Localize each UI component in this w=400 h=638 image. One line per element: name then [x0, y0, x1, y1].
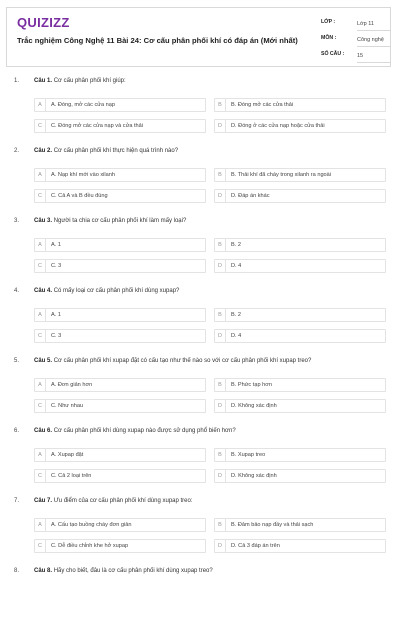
question-body: Cơ cấu phân phối khí thực hiện quá trình nào? — [53, 148, 179, 154]
question-label: Câu 7. — [34, 498, 53, 504]
answer-option[interactable] — [214, 98, 386, 112]
option-letter: C — [35, 330, 46, 342]
option-text: A. 1 — [51, 242, 61, 248]
question-number: 4. — [14, 288, 20, 294]
option-text: D. Không xác định — [231, 473, 277, 479]
question-body: Có mấy loại cơ cấu phân phối khí dùng xupap? — [53, 288, 180, 294]
option-letter: C — [35, 120, 46, 132]
option-text: C. 3 — [51, 333, 62, 339]
question-text — [34, 288, 179, 294]
question-item — [0, 568, 400, 638]
option-letter: B — [215, 519, 226, 531]
question-body: Hãy cho biết, đâu là cơ cấu phân phối khí dùng xupap treo? — [53, 568, 213, 574]
option-letter: B — [215, 239, 226, 251]
option-text: B. 2 — [231, 242, 241, 248]
worksheet-header — [6, 7, 391, 67]
option-letter: C — [35, 470, 46, 482]
option-text: B. Phức tạp hơn — [231, 382, 272, 388]
option-letter: C — [35, 260, 46, 272]
question-number: 7. — [14, 498, 20, 504]
option-letter: D — [215, 400, 226, 412]
question-number: 2. — [14, 148, 20, 154]
answer-option[interactable] — [34, 168, 206, 182]
answer-option[interactable] — [34, 539, 206, 553]
option-text: C. Như nhau — [51, 403, 84, 409]
question-item — [0, 218, 400, 288]
meta-subject-row — [321, 34, 387, 48]
option-letter: D — [215, 540, 226, 552]
answer-option[interactable] — [214, 259, 386, 273]
answer-option[interactable] — [214, 238, 386, 252]
question-number: 8. — [14, 568, 20, 574]
answer-option[interactable] — [214, 119, 386, 133]
answer-option[interactable] — [34, 448, 206, 462]
option-letter: D — [215, 260, 226, 272]
option-text: A. Đơn giản hơn — [51, 382, 93, 388]
question-label: Câu 1. — [34, 78, 53, 84]
option-letter: A — [35, 169, 46, 181]
question-text — [34, 148, 178, 154]
option-letter: B — [215, 309, 226, 321]
answer-option[interactable] — [34, 189, 206, 203]
question-label: Câu 3. — [34, 218, 53, 224]
question-item — [0, 358, 400, 428]
option-text: C. Cả A và B đều đúng — [51, 193, 108, 199]
meta-count-row — [321, 50, 387, 64]
option-text: B. Đóng mở các cửa thải — [231, 102, 294, 108]
option-text: D. Đáp án khác — [231, 193, 270, 199]
option-text: B. Thải khí đã cháy trong xilanh ra ngoài — [231, 172, 332, 178]
answer-option[interactable] — [34, 329, 206, 343]
meta-subject-value: Công nghệ — [357, 34, 391, 47]
question-item — [0, 288, 400, 358]
option-letter: A — [35, 309, 46, 321]
option-letter: A — [35, 99, 46, 111]
answer-option[interactable] — [214, 308, 386, 322]
question-text — [34, 428, 236, 434]
question-body: Ưu điểm của cơ cấu phân phối khí dùng xupap treo: — [53, 498, 193, 504]
question-number: 3. — [14, 218, 20, 224]
answer-option[interactable] — [34, 399, 206, 413]
option-text: D. 4 — [231, 333, 242, 339]
page-title: Trắc nghiệm Công Nghệ 11 Bài 24: Cơ cấu phân phối khí có đáp án (Mới nhất) — [17, 36, 298, 45]
option-letter: B — [215, 99, 226, 111]
question-text — [34, 78, 126, 84]
answer-option[interactable] — [214, 448, 386, 462]
option-letter: A — [35, 449, 46, 461]
option-letter: C — [35, 190, 46, 202]
option-letter: A — [35, 519, 46, 531]
option-text: D. Cả 3 đáp án trên — [231, 543, 280, 549]
answer-option[interactable] — [34, 119, 206, 133]
option-letter: D — [215, 190, 226, 202]
answer-option[interactable] — [214, 378, 386, 392]
question-item — [0, 78, 400, 148]
question-body: Cơ cấu phân phối khí xupap đặt có cấu tạo như thế nào so với cơ cấu phân phối khí xupap treo? — [53, 358, 312, 364]
option-letter: D — [215, 120, 226, 132]
answer-option[interactable] — [214, 189, 386, 203]
quizizz-logo: QUIZIZZ — [17, 15, 70, 30]
question-item — [0, 428, 400, 498]
question-number: 6. — [14, 428, 20, 434]
option-text: A. Cấu tạo buồng cháy đơn giản — [51, 522, 132, 528]
question-body: Cơ cấu phân phối khí dùng xupap nào được sử dụng phổ biến hơn? — [53, 428, 236, 434]
option-text: C. Cả 2 loại trên — [51, 473, 92, 479]
answer-option[interactable] — [214, 539, 386, 553]
question-body: Cơ cấu phân phối khí giúp: — [53, 78, 126, 84]
meta-subject-label: MÔN : — [321, 35, 337, 41]
answer-option[interactable] — [214, 168, 386, 182]
option-text: D. Không xác định — [231, 403, 277, 409]
question-number: 5. — [14, 358, 20, 364]
option-text: A. 1 — [51, 312, 61, 318]
question-label: Câu 8. — [34, 568, 53, 574]
option-text: B. 2 — [231, 312, 241, 318]
answer-option[interactable] — [214, 518, 386, 532]
question-text — [34, 498, 193, 504]
question-text — [34, 218, 186, 224]
question-label: Câu 5. — [34, 358, 53, 364]
option-text: C. 3 — [51, 263, 62, 269]
option-letter: B — [215, 379, 226, 391]
option-text: C. Đóng mở các cửa nạp và cửa thải — [51, 123, 143, 129]
answer-option[interactable] — [34, 378, 206, 392]
question-label: Câu 2. — [34, 148, 53, 154]
meta-count-value: 15 — [357, 50, 391, 63]
meta-class-label: LỚP : — [321, 19, 336, 25]
meta-count-label: SỐ CÂU : — [321, 51, 345, 57]
option-letter: D — [215, 470, 226, 482]
question-text — [34, 568, 213, 574]
answer-option[interactable] — [34, 308, 206, 322]
question-item — [0, 148, 400, 218]
question-label: Câu 4. — [34, 288, 53, 294]
option-letter: A — [35, 239, 46, 251]
answer-option[interactable] — [34, 469, 206, 483]
answer-option[interactable] — [214, 329, 386, 343]
meta-class-value: Lớp 11 — [357, 18, 391, 31]
option-text: A. Xupap đặt — [51, 452, 84, 458]
worksheet-meta — [321, 18, 387, 66]
option-text: A. Nạp khí mới vào xilanh — [51, 172, 115, 178]
question-item — [0, 498, 400, 568]
question-text — [34, 358, 311, 364]
question-body: Người ta chia cơ cấu phân phối khí làm mấy loại? — [53, 218, 187, 224]
meta-class-row — [321, 18, 387, 32]
option-text: B. Xupap treo — [231, 452, 266, 458]
option-text: A. Đóng, mở các cửa nạp — [51, 102, 116, 108]
question-number: 1. — [14, 78, 20, 84]
answer-option[interactable] — [34, 518, 206, 532]
answer-option[interactable] — [34, 259, 206, 273]
option-text: C. Dễ điều chỉnh khe hở xupap — [51, 543, 129, 549]
option-text: B. Đảm bảo nạp đầy và thải sạch — [231, 522, 314, 528]
option-text: D. Đóng ở các cửa nạp hoặc cửa thải — [231, 123, 325, 129]
option-letter: A — [35, 379, 46, 391]
option-letter: D — [215, 330, 226, 342]
option-text: D. 4 — [231, 263, 242, 269]
answer-option[interactable] — [214, 469, 386, 483]
answer-option[interactable] — [34, 238, 206, 252]
question-label: Câu 6. — [34, 428, 53, 434]
option-letter: B — [215, 169, 226, 181]
option-letter: B — [215, 449, 226, 461]
answer-option[interactable] — [34, 98, 206, 112]
option-letter: C — [35, 540, 46, 552]
option-letter: C — [35, 400, 46, 412]
answer-option[interactable] — [214, 399, 386, 413]
